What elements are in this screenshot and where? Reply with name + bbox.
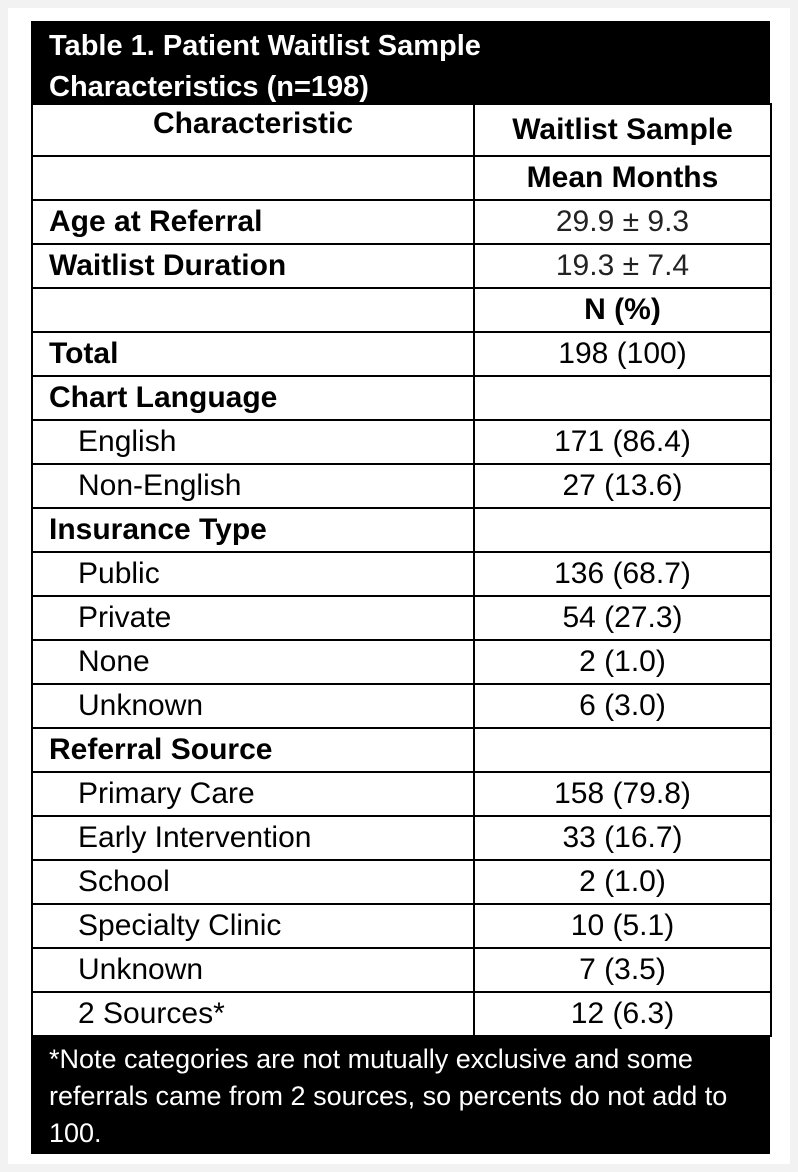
empty-cell: [474, 376, 771, 420]
header-row: [32, 104, 771, 156]
row-value: 171 (86.4): [474, 420, 771, 464]
characteristic-header: Characteristic: [32, 104, 474, 156]
section-row-referral-source: [32, 728, 771, 772]
row-value-age: 29.9 ± 9.3: [474, 200, 771, 244]
row-label: 2 Sources*: [32, 992, 474, 1036]
mean-months-header: Mean Months: [474, 156, 771, 200]
section-label-insurance-type: Insurance Type: [32, 508, 474, 552]
row-value-waitlist-duration: 19.3 ± 7.4: [474, 244, 771, 288]
section-label-chart-language: Chart Language: [32, 376, 474, 420]
row-label-total: Total: [32, 332, 474, 376]
row-label: Public: [32, 552, 474, 596]
table-row: [32, 640, 771, 684]
table-title-line-2: Characteristics (n=198): [49, 71, 369, 103]
row-value: 10 (5.1): [474, 904, 771, 948]
row-label: None: [32, 640, 474, 684]
waitlist-sample-header: Waitlist Sample: [474, 104, 771, 156]
row-value: 2 (1.0): [474, 860, 771, 904]
row-value: 27 (13.6): [474, 464, 771, 508]
table-row: [32, 332, 771, 376]
row-value-total: 198 (100): [474, 332, 771, 376]
empty-cell: [474, 508, 771, 552]
row-label-age: Age at Referral: [32, 200, 474, 244]
table-row: [32, 904, 771, 948]
section-row-chart-language: [32, 376, 771, 420]
row-label: Non-English: [32, 464, 474, 508]
table-row: [32, 860, 771, 904]
table-row: [32, 772, 771, 816]
data-table: [31, 103, 772, 1037]
row-value: 54 (27.3): [474, 596, 771, 640]
table-row: [32, 992, 771, 1036]
table-row: [32, 464, 771, 508]
table-row: [32, 200, 771, 244]
empty-cell: [32, 156, 474, 200]
row-label: Early Intervention: [32, 816, 474, 860]
empty-cell: [32, 288, 474, 332]
table-row: [32, 816, 771, 860]
empty-cell: [474, 728, 771, 772]
table-row: [32, 948, 771, 992]
table-row: [32, 684, 771, 728]
row-value: 6 (3.0): [474, 684, 771, 728]
row-label: School: [32, 860, 474, 904]
subheader-row-n: [32, 288, 771, 332]
table-row: [32, 420, 771, 464]
row-value: 158 (79.8): [474, 772, 771, 816]
row-value: 136 (68.7): [474, 552, 771, 596]
table-row: [32, 244, 771, 288]
section-row-insurance-type: [32, 508, 771, 552]
row-value: 33 (16.7): [474, 816, 771, 860]
row-value: 2 (1.0): [474, 640, 771, 684]
section-label-referral-source: Referral Source: [32, 728, 474, 772]
characteristics-table: [31, 21, 770, 1154]
row-value: 12 (6.3): [474, 992, 771, 1036]
table-row: [32, 552, 771, 596]
row-label: Private: [32, 596, 474, 640]
row-label: Specialty Clinic: [32, 904, 474, 948]
row-label-waitlist-duration: Waitlist Duration: [32, 244, 474, 288]
row-label: English: [32, 420, 474, 464]
row-label: Unknown: [32, 948, 474, 992]
table-row: [32, 596, 771, 640]
row-label: Unknown: [32, 684, 474, 728]
table-title: [31, 21, 770, 103]
subheader-row-mean: [32, 156, 771, 200]
row-value: 7 (3.5): [474, 948, 771, 992]
table-footnote: *Note categories are not mutually exclusive and some referrals came from 2 sources, so percents do not add to 100.: [31, 1037, 770, 1154]
row-label: Primary Care: [32, 772, 474, 816]
n-pct-header: N (%): [474, 288, 771, 332]
table-title-line-1: Table 1. Patient Waitlist Sample: [49, 30, 481, 62]
